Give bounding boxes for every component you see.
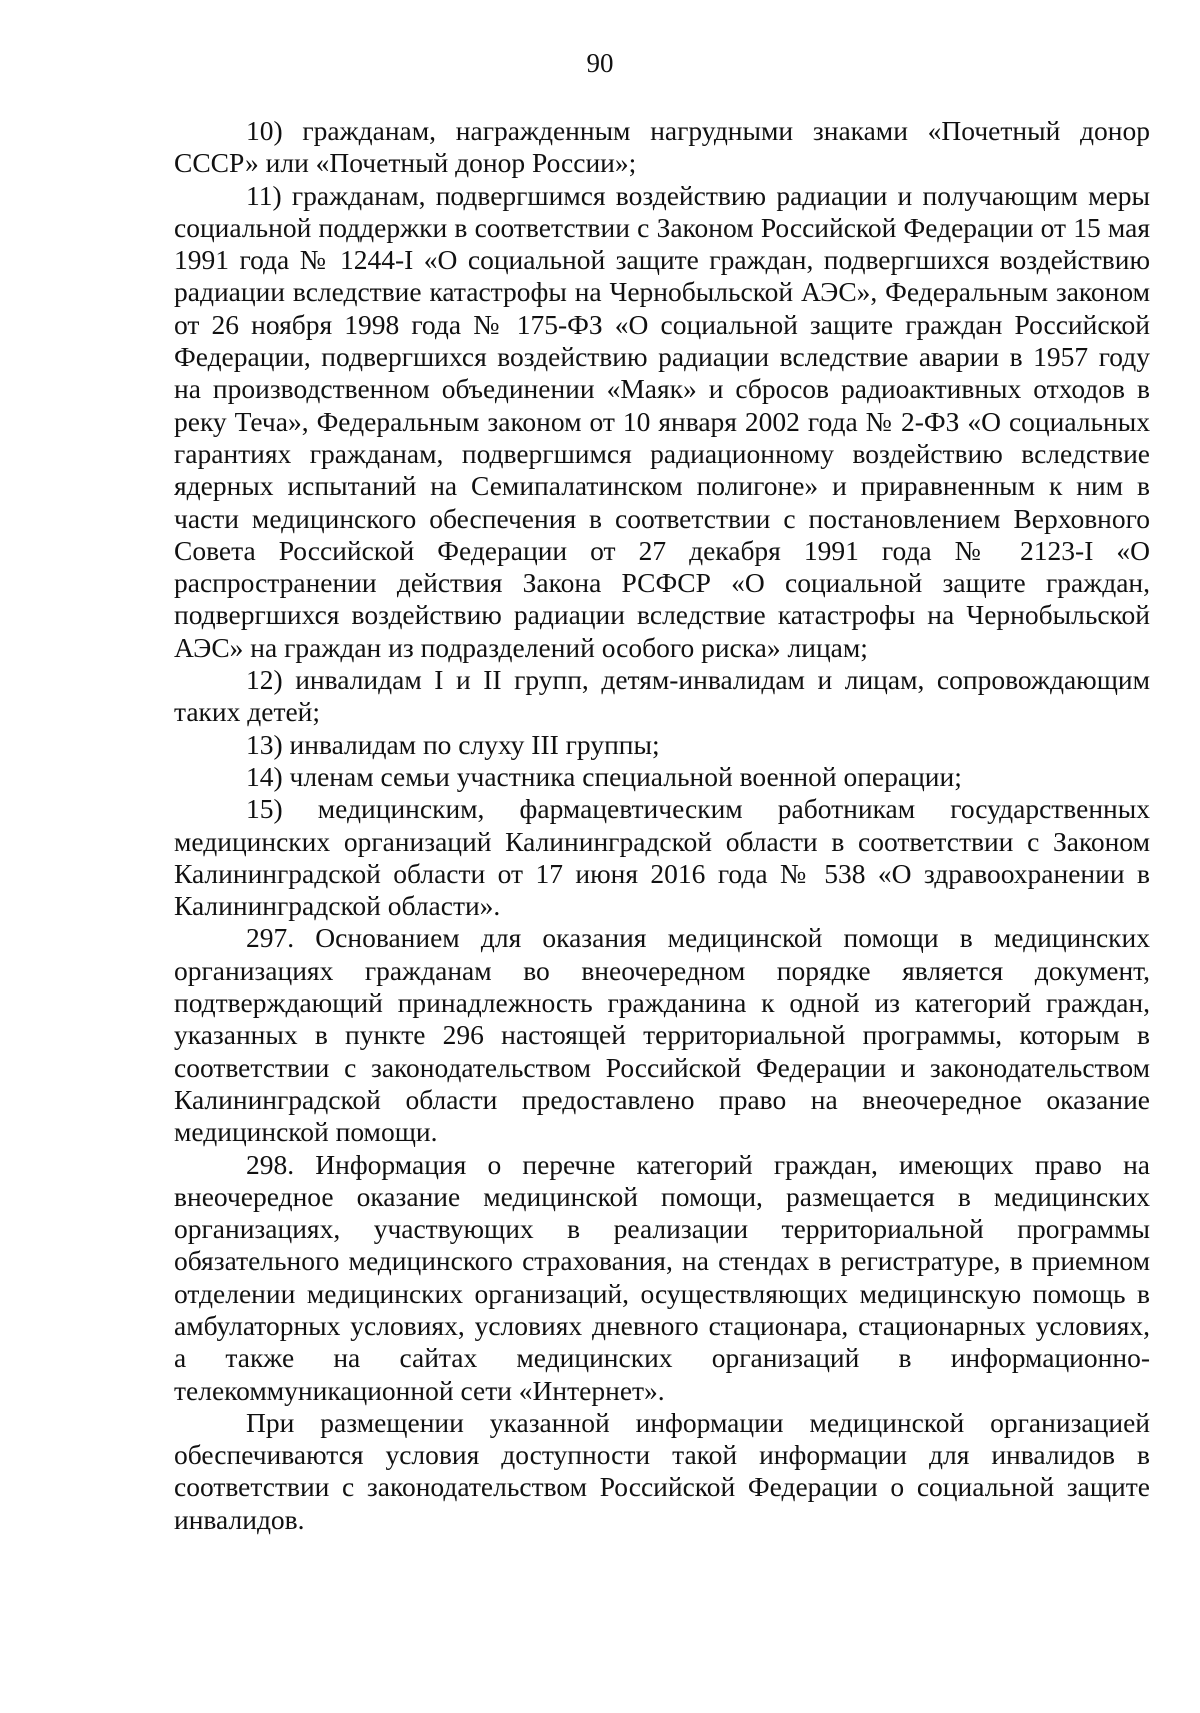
page-number: 90 [586,48,614,78]
paragraph-item-12: 12) инвалидам I и II групп, детям-инвалидам и лицам, сопровождающим таких детей; [174,664,1150,728]
paragraph-item-11: 11) гражданам, подвергшимся воздействию радиации и получающим меры социальной поддержки в соответствии с Законом Российской Федерации от 15 мая 1991 года № 1244-I «О социальной защите граждан, подвергшихся воздействию радиации вследствие катастрофы на Чернобыльской АЭС», Федеральным законом от 26 ноября 1998 года № 175-ФЗ «О социальной защите граждан Российской Федерации, подвергшихся воздействию радиации вследствие аварии в 1957 году на производственном объединении «Маяк» и сбросов радиоактивных отходов в реку Теча», Федеральным законом от 10 января 2002 года № 2-ФЗ «О социальных гарантиях гражданам, подвергшимся радиационному воздействию вследствие ядерных испытаний на Семипалатинском полигоне» и приравненным к ним в части медицинского обеспечения в соответствии с постановлением Верховного Совета Российской Федерации от 27 декабря 1991 года № 2123-I «О распространении действия Закона РСФСР «О социальной защите граждан, подвергшихся воздействию радиации вследствие катастрофы на Чернобыльской АЭС» на граждан из подразделений особого риска» лицам; [174,179,1150,663]
paragraph-item-13: 13) инвалидам по слуху III группы; [246,728,660,760]
paragraph-clause-297: 297. Основанием для оказания медицинской помощи в медицинских организациях гражданам во внеочередном порядке является документ, подтверждающий принадлежность гражданина к одной из категорий граждан, указанных в пункте 296 настоящей территориальной программы, которым в соответствии с законодательством Российской Федерации и законодательством Калининградской области предоставлено право на внеочередное оказание медицинской помощи. [174,922,1150,1148]
paragraph-item-15: 15) медицинским, фармацевтическим работникам государственных медицинских организаций Калининградской области в соответствии с Законом Калининградской области от 17 июня 2016 года № 538 «О здравоохранении в Калининградской области». [174,793,1150,922]
paragraph-clause-298: 298. Информация о перечне категорий граждан, имеющих право на внеочередное оказание медицинской помощи, размещается в медицинских организациях, участвующих в реализации территориальной программы обязательного медицинского страхования, на стендах в регистратуре, в приемном отделении медицинских организаций, осуществляющих медицинскую помощь в амбулаторных условиях, условиях дневного стационара, стационарных условиях, а также на сайтах медицинских организаций в информационно-телекоммуникационной сети «Интернет». [174,1148,1150,1406]
document-body [174,115,1150,1536]
paragraph-item-14: 14) членам семьи участника специальной военной операции; [246,760,962,792]
paragraph-item-10: 10) гражданам, награжденным нагрудными знаками «Почетный донор СССР» или «Почетный донор России»; [174,115,1150,179]
paragraph-accessibility: При размещении указанной информации медицинской организацией обеспечиваются условия доступности такой информации для инвалидов в соответствии с законодательством Российской Федерации о социальной защите инвалидов. [174,1406,1150,1535]
